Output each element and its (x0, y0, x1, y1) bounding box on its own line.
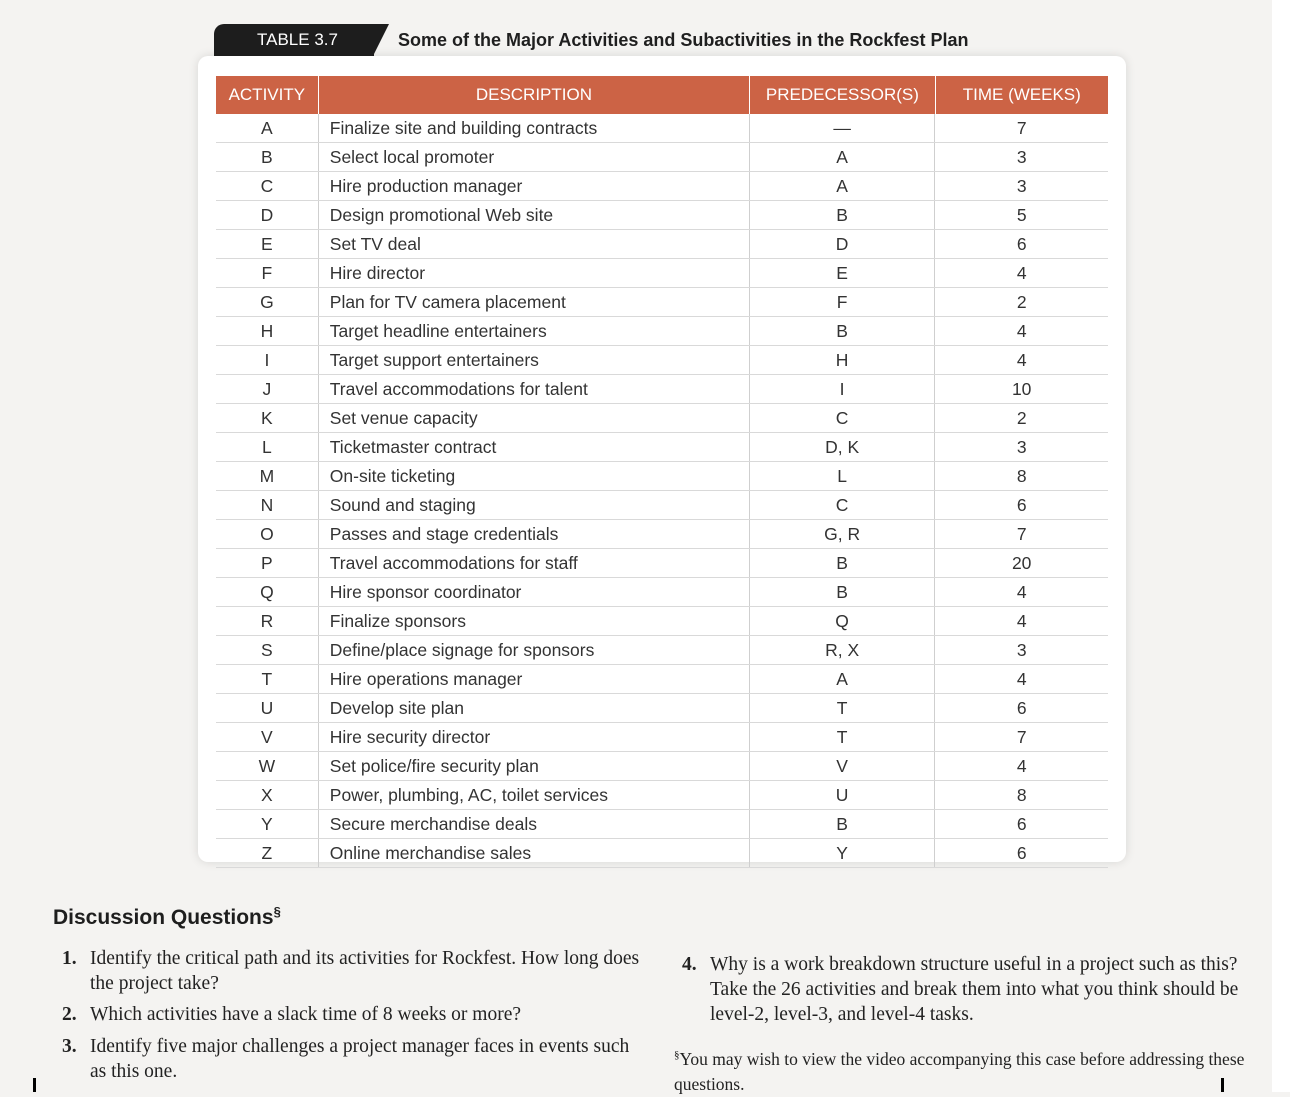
activity-cell: S (216, 636, 319, 664)
activity-cell: C (216, 172, 319, 200)
predecessors-cell: R, X (750, 636, 936, 664)
predecessors-cell: A (750, 172, 936, 200)
table-row (216, 172, 1108, 201)
activity-cell: Q (216, 578, 319, 606)
time-cell: 2 (1016, 292, 1027, 312)
description-cell: Select local promoter (319, 143, 750, 171)
table-row (216, 317, 1108, 346)
time-cell: 8 (1016, 466, 1027, 486)
activity-cell: Y (216, 810, 319, 838)
time-cell: 3 (1016, 176, 1027, 196)
header-activity: ACTIVITY (216, 76, 319, 114)
discussion-title-text: Discussion Questions (53, 906, 274, 929)
predecessors-cell: D, K (750, 433, 936, 461)
description-cell: Hire sponsor coordinator (319, 578, 750, 606)
table-row (216, 462, 1108, 491)
description-cell: Secure merchandise deals (319, 810, 750, 838)
description-cell: Travel accommodations for staff (319, 549, 750, 577)
table-caption: Some of the Major Activities and Subactivities in the Rockfest Plan (398, 30, 969, 50)
predecessors-cell: C (750, 491, 936, 519)
predecessors-cell: H (750, 346, 936, 374)
question-number: 2. (62, 1004, 77, 1025)
predecessors-cell: F (750, 288, 936, 316)
predecessors-cell: A (750, 665, 936, 693)
table-row (216, 404, 1108, 433)
description-cell: Finalize site and building contracts (319, 114, 750, 142)
predecessors-cell: D (750, 230, 936, 258)
predecessors-cell: B (750, 578, 936, 606)
predecessors-cell: U (750, 781, 936, 809)
time-cell: 5 (1016, 205, 1027, 225)
description-cell: Target headline entertainers (319, 317, 750, 345)
description-cell: Travel accommodations for talent (319, 375, 750, 403)
predecessors-cell: I (750, 375, 936, 403)
footnote (674, 1043, 1254, 1097)
description-cell: On-site ticketing (319, 462, 750, 490)
table-body (216, 114, 1108, 868)
time-cell: 6 (1016, 698, 1027, 718)
activity-cell: R (216, 607, 319, 635)
table-label-notch (373, 24, 389, 56)
table-row (216, 433, 1108, 462)
table-row (216, 810, 1108, 839)
time-cell: 7 (1016, 118, 1027, 138)
activity-cell: I (216, 346, 319, 374)
time-cell: 7 (1016, 524, 1027, 544)
description-cell: Hire security director (319, 723, 750, 751)
table-row (216, 114, 1108, 143)
activity-cell: J (216, 375, 319, 403)
time-cell: 4 (1016, 611, 1027, 631)
predecessors-cell: T (750, 723, 936, 751)
activity-cell: B (216, 143, 319, 171)
activity-cell: A (216, 114, 319, 142)
description-cell: Plan for TV camera placement (319, 288, 750, 316)
footnote-mark: § (674, 1049, 680, 1061)
table-row (216, 578, 1108, 607)
activity-cell: M (216, 462, 319, 490)
predecessors-cell: L (750, 462, 936, 490)
activity-cell: W (216, 752, 319, 780)
page-edge (1272, 0, 1290, 1092)
question-1 (62, 946, 640, 996)
time-cell: 3 (1016, 640, 1027, 660)
description-cell: Design promotional Web site (319, 201, 750, 229)
time-cell: 20 (1011, 553, 1032, 573)
table-row (216, 839, 1108, 868)
table-row (216, 781, 1108, 810)
time-cell: 3 (1016, 437, 1027, 457)
activity-cell: K (216, 404, 319, 432)
predecessors-cell: B (750, 810, 936, 838)
description-cell: Target support entertainers (319, 346, 750, 374)
activity-cell: T (216, 665, 319, 693)
footnote-text: You may wish to view the video accompanying this case before addressing these questions. (674, 1048, 1245, 1094)
activity-cell: N (216, 491, 319, 519)
predecessors-cell: Y (750, 839, 936, 867)
header-predecessors: PREDECESSOR(S) (750, 76, 935, 114)
table-row (216, 636, 1108, 665)
time-cell: 8 (1016, 785, 1027, 805)
header-time: TIME (WEEKS) (962, 85, 1081, 104)
description-cell: Set police/fire security plan (319, 752, 750, 780)
predecessors-cell: B (750, 317, 936, 345)
activity-cell: F (216, 259, 319, 287)
activity-cell: V (216, 723, 319, 751)
question-2 (62, 1002, 640, 1027)
time-cell: 7 (1016, 727, 1027, 747)
time-cell: 10 (1011, 379, 1032, 399)
discussion-title-mark: § (273, 904, 281, 919)
description-cell: Online merchandise sales (319, 839, 750, 867)
time-cell: 3 (1016, 147, 1027, 167)
description-cell: Hire production manager (319, 172, 750, 200)
time-cell: 6 (1016, 843, 1027, 863)
predecessors-cell: G, R (750, 520, 936, 548)
activity-cell: O (216, 520, 319, 548)
activity-cell: L (216, 433, 319, 461)
table-row (216, 230, 1108, 259)
activity-cell: P (216, 549, 319, 577)
table-row (216, 549, 1108, 578)
question-number: 1. (62, 948, 77, 969)
predecessors-cell: C (750, 404, 936, 432)
table-row (216, 288, 1108, 317)
predecessors-cell: T (750, 694, 936, 722)
table-row (216, 143, 1108, 172)
table-label: TABLE 3.7 (214, 24, 374, 56)
table-row (216, 665, 1108, 694)
activity-cell: X (216, 781, 319, 809)
activity-cell: Z (216, 839, 319, 867)
table-row (216, 694, 1108, 723)
description-cell: Set venue capacity (319, 404, 750, 432)
crop-mark-right (1221, 1078, 1224, 1092)
activity-cell: E (216, 230, 319, 258)
question-text: Why is a work breakdown structure useful in a project such as this? Take the 26 activities and break them into what you think should be level-2, level-3, and level-4 tasks. (710, 954, 1239, 1025)
table-row (216, 491, 1108, 520)
description-cell: Sound and staging (319, 491, 750, 519)
activity-cell: D (216, 201, 319, 229)
time-cell: 6 (1016, 495, 1027, 515)
discussion-title (53, 904, 281, 930)
time-cell: 4 (1016, 263, 1027, 283)
table-row (216, 607, 1108, 636)
description-cell: Ticketmaster contract (319, 433, 750, 461)
time-cell: 6 (1016, 814, 1027, 834)
description-cell: Power, plumbing, AC, toilet services (319, 781, 750, 809)
predecessors-cell: B (750, 549, 936, 577)
table-header-row (216, 76, 1108, 114)
predecessors-cell: E (750, 259, 936, 287)
predecessors-cell: V (750, 752, 936, 780)
time-cell: 4 (1016, 669, 1027, 689)
description-cell: Hire director (319, 259, 750, 287)
table-row (216, 201, 1108, 230)
time-cell: 2 (1016, 408, 1027, 428)
predecessors-cell: — (750, 114, 936, 142)
header-description: DESCRIPTION (319, 76, 751, 114)
question-3 (62, 1034, 640, 1084)
description-cell: Define/place signage for sponsors (319, 636, 750, 664)
question-text: Identify five major challenges a project manager faces in events such as this one. (90, 1036, 630, 1082)
activity-cell: G (216, 288, 319, 316)
question-number: 4. (682, 954, 697, 975)
time-cell: 4 (1016, 756, 1027, 776)
time-cell: 4 (1016, 582, 1027, 602)
table-row (216, 375, 1108, 404)
activities-table (216, 76, 1108, 868)
description-cell: Finalize sponsors (319, 607, 750, 635)
activity-cell: H (216, 317, 319, 345)
question-text: Which activities have a slack time of 8 weeks or more? (90, 1004, 521, 1025)
predecessors-cell: A (750, 143, 936, 171)
table-row (216, 723, 1108, 752)
time-cell: 4 (1016, 350, 1027, 370)
description-cell: Set TV deal (319, 230, 750, 258)
time-cell: 6 (1016, 234, 1027, 254)
description-cell: Develop site plan (319, 694, 750, 722)
description-cell: Hire operations manager (319, 665, 750, 693)
question-text: Identify the critical path and its activities for Rockfest. How long does the project take? (90, 948, 640, 994)
table-row (216, 346, 1108, 375)
predecessors-cell: Q (750, 607, 936, 635)
question-4 (682, 952, 1262, 1027)
description-cell: Passes and stage credentials (319, 520, 750, 548)
crop-mark-left (33, 1078, 36, 1092)
table-row (216, 259, 1108, 288)
activity-cell: U (216, 694, 319, 722)
question-number: 3. (62, 1036, 77, 1057)
table-row (216, 752, 1108, 781)
time-cell: 4 (1016, 321, 1027, 341)
predecessors-cell: B (750, 201, 936, 229)
table-row (216, 520, 1108, 549)
